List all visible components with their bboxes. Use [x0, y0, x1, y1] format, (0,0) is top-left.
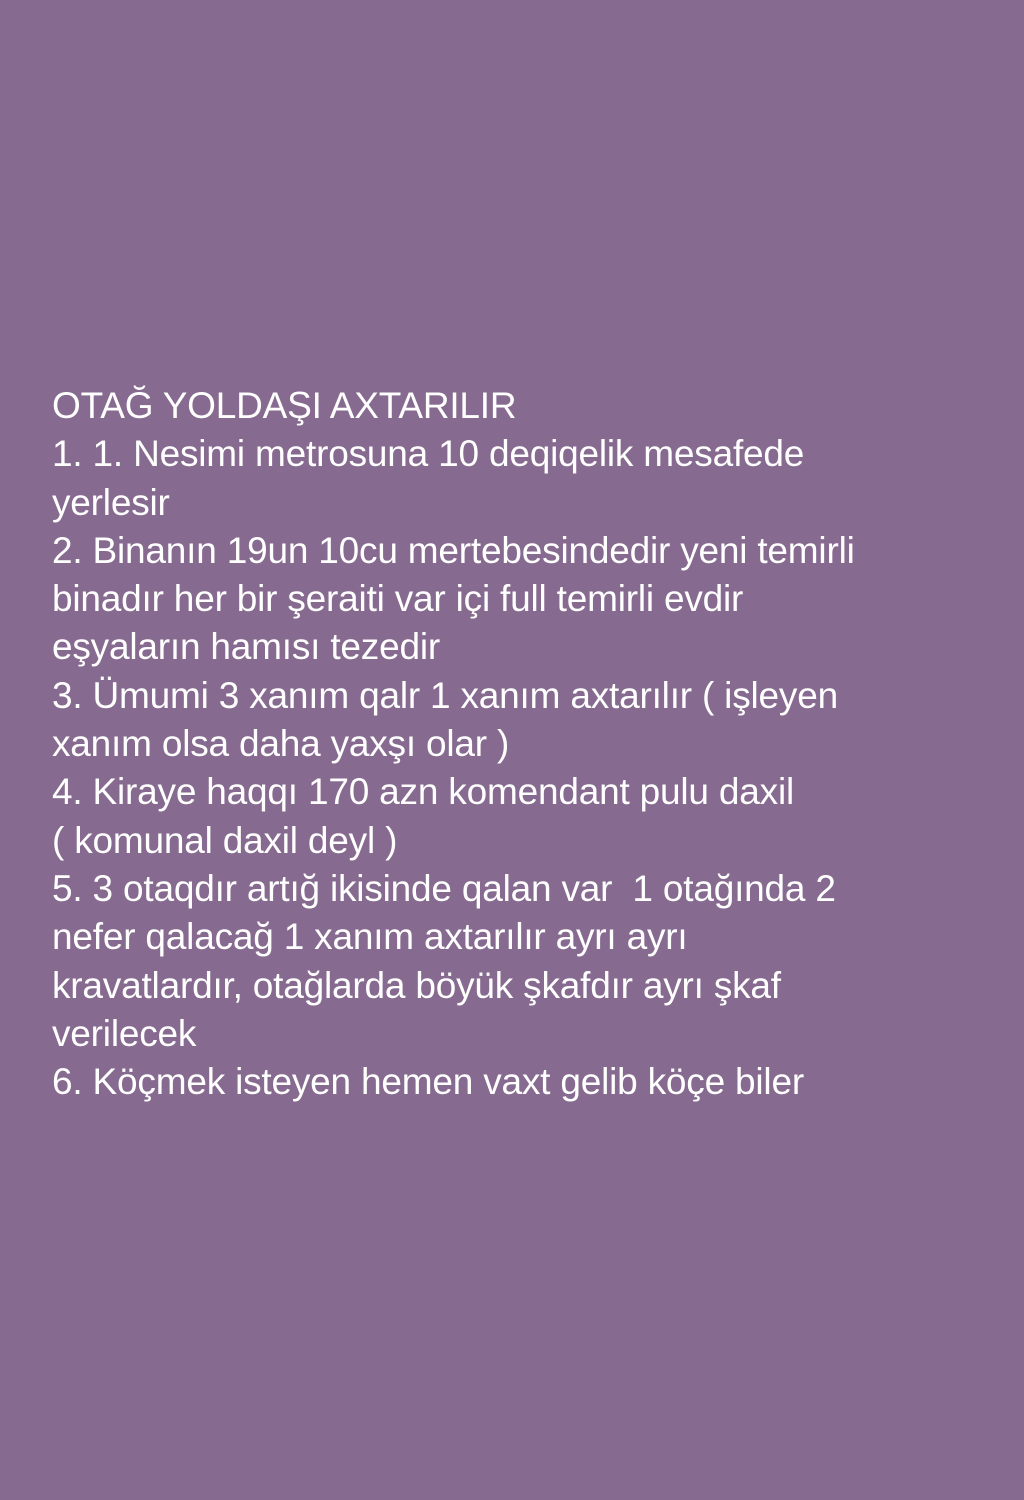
text-line: 3. Ümumi 3 xanım qalr 1 xanım axtarılır ( işleyen [52, 674, 838, 716]
text-line: kravatlardır, otağlarda böyük şkafdır ayrı şkaf [52, 964, 781, 1006]
announcement-text [52, 382, 992, 1106]
text-line: 5. 3 otaqdır artığ ikisinde qalan var 1 otağında 2 [52, 867, 836, 909]
text-line: ( komunal daxil deyl ) [52, 819, 398, 861]
text-line: xanım olsa daha yaxşı olar ) [52, 723, 510, 765]
text-line: binadır her bir şeraiti var içi full temirli evdir [52, 578, 744, 620]
text-line: verilecek [52, 1012, 197, 1054]
text-line: eşyaların hamısı tezedir [52, 626, 440, 668]
text-line: 1. 1. Nesimi metrosuna 10 deqiqelik mesafede [52, 433, 805, 475]
text-line: nefer qalacağ 1 xanım axtarılır ayrı ayrı [52, 916, 688, 958]
text-line: 4. Kiraye haqqı 170 azn komendant pulu daxil [52, 771, 794, 813]
announcement-title: OTAĞ YOLDAŞI AXTARILIR [52, 385, 517, 426]
text-line: yerlesir [52, 481, 170, 523]
text-line: 2. Binanın 19un 10cu mertebesindedir yeni temirli [52, 529, 855, 571]
text-line: 6. Köçmek isteyen hemen vaxt gelib köçe biler [52, 1061, 804, 1103]
